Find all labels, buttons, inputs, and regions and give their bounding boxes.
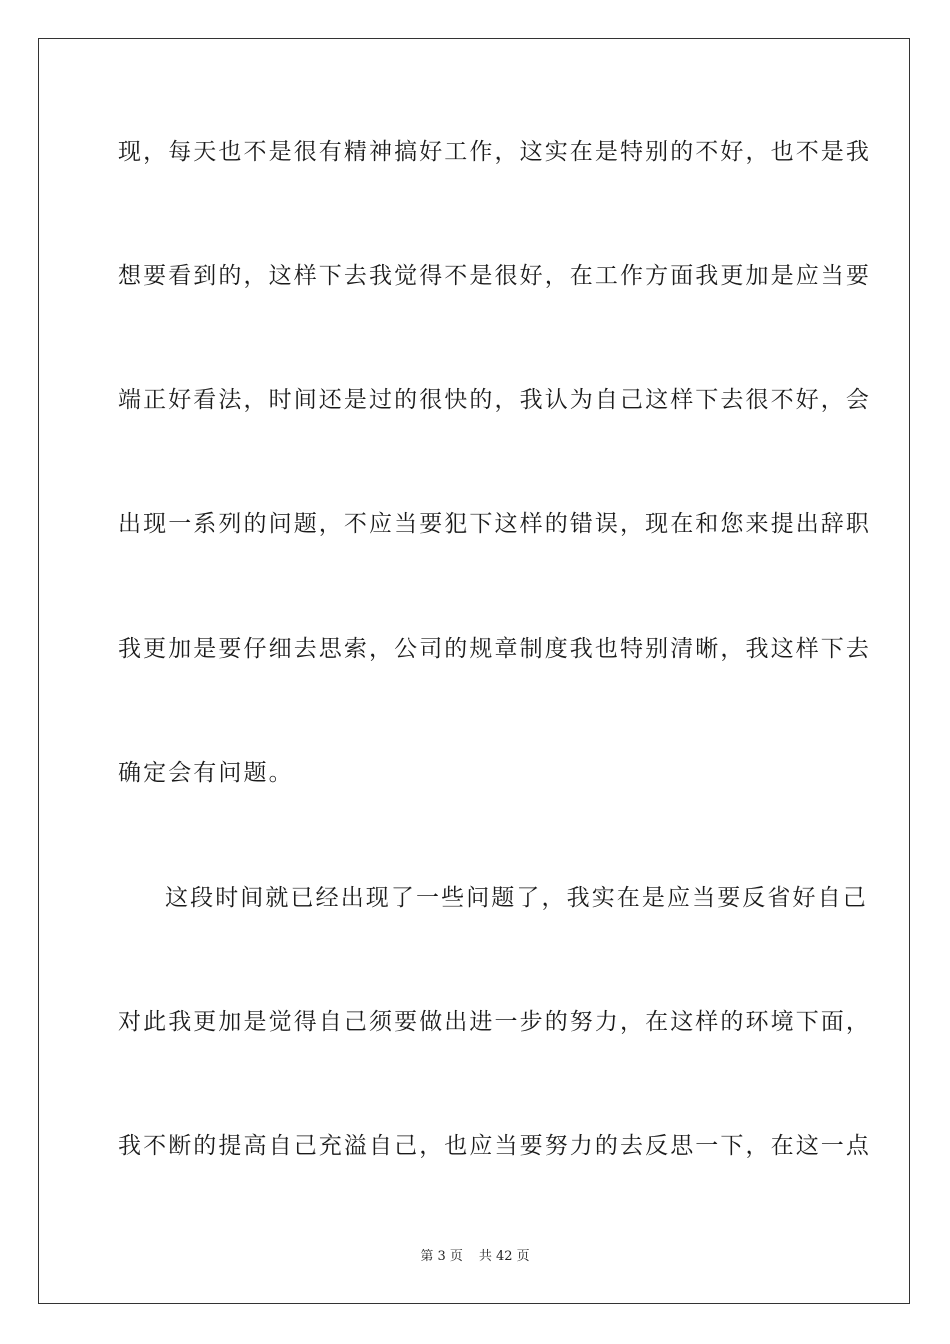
body-text-line: 想要看到的，这样下去我觉得不是很好，在工作方面我更加是应当要 [118,263,871,289]
body-text-line: 现，每天也不是很有精神搞好工作，这实在是特别的不好，也不是我 [118,139,871,165]
body-text-line: 确定会有问题。 [118,760,294,786]
page-number: 第 3 页 [420,1249,463,1264]
page-total: 共 42 页 [478,1249,530,1264]
page-footer [0,1248,950,1266]
body-text-line: 端正好看法，时间还是过的很快的，我认为自己这样下去很不好，会 [118,387,871,413]
body-text-line: 我更加是要仔细去思索，公司的规章制度我也特别清晰，我这样下去 [118,636,871,662]
body-text-line: 我不断的提高自己充溢自己，也应当要努力的去反思一下，在这一点 [118,1133,871,1159]
paragraph-first-line: 这段时间就已经出现了一些问题了，我实在是应当要反省好自己 [165,885,868,911]
page-frame [38,38,910,1304]
body-text-line: 对此我更加是觉得自己须要做出进一步的努力，在这样的环境下面， [118,1009,871,1035]
body-text-line: 出现一系列的问题，不应当要犯下这样的错误，现在和您来提出辞职 [118,511,871,537]
